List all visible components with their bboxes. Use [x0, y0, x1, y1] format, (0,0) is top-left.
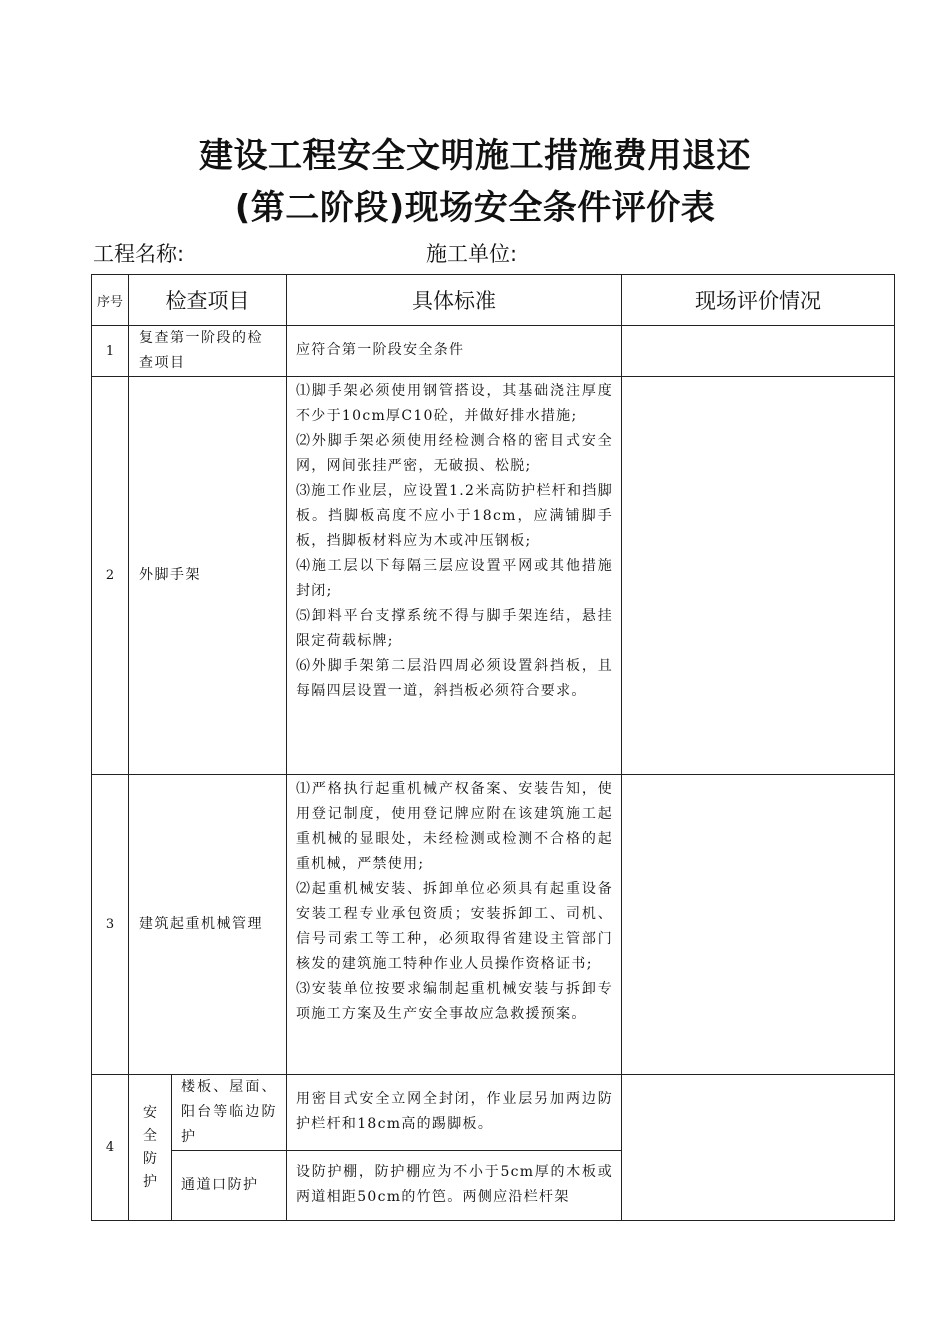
header-standard: 具体标准 [287, 275, 622, 326]
standard-cell [287, 775, 622, 1075]
check-item: 复查第一阶段的检查项目 [129, 326, 287, 377]
standard-text: ⑶安装单位按要求编制起重机械安装与拆卸专项施工方案及生产安全事故应急救援预案。 [296, 981, 613, 1022]
row-number: 3 [92, 775, 129, 1075]
sub-item: 楼板、屋面、阳台等临边防护 [172, 1075, 287, 1151]
check-item: 建筑起重机械管理 [129, 775, 287, 1075]
title-line-2: (第二阶段)现场安全条件评价表 [234, 188, 716, 228]
standard-cell [287, 377, 622, 775]
standard-text: ⑶施工作业层，应设置1.2米高防护栏杆和挡脚板。挡脚板高度不应小于18cm，应满铺脚手板，挡脚板材料应为木或冲压钢板; [296, 483, 613, 549]
row-number: 4 [92, 1075, 129, 1221]
evaluation-cell[interactable] [622, 326, 895, 377]
table-header-row [92, 275, 895, 326]
table-row [92, 1075, 895, 1151]
table-row [92, 377, 895, 775]
check-item-vertical [129, 1075, 172, 1221]
header-evaluation: 现场评价情况 [622, 275, 895, 326]
evaluation-cell[interactable] [622, 1075, 895, 1221]
standard-text: ⑹外脚手架第二层沿四周必须设置斜挡板，且每隔四层设置一道，斜挡板必须符合要求。 [296, 658, 613, 699]
standard-text: 应符合第一阶段安全条件 [296, 341, 465, 358]
sub-item: 通道口防护 [172, 1151, 287, 1221]
row-number: 1 [92, 326, 129, 377]
standard-cell [287, 1151, 622, 1221]
row-number: 2 [92, 377, 129, 775]
standard-text: ⑵起重机械安装、拆卸单位必须具有起重设备安装工程专业承包资质；安装拆卸工、司机、信号司索工等工种，必须取得省建设主管部门核发的建筑施工特种作业人员操作资格证书; [296, 881, 613, 972]
standard-text: ⑴严格执行起重机械产权备案、安装告知，使用登记制度，使用登记牌应附在该建筑施工起重机械的显眼处，未经检测或检测不合格的起重机械，严禁使用; [296, 781, 613, 872]
standard-cell [287, 326, 622, 377]
project-name-label: 工程名称: [93, 242, 185, 266]
check-item: 安全防护 [143, 1104, 157, 1190]
standard-text: 用密目式安全立网全封闭，作业层另加两边防护栏杆和18cm高的踢脚板。 [296, 1090, 613, 1132]
evaluation-cell[interactable] [622, 775, 895, 1075]
check-item: 外脚手架 [129, 377, 287, 775]
title-line-1: 建设工程安全文明施工措施费用退还 [199, 136, 751, 176]
standard-text: ⑵外脚手架必须使用经检测合格的密目式安全网，网间张挂严密，无破损、松脱; [296, 433, 613, 474]
contractor-label: 施工单位: [426, 242, 518, 266]
evaluation-cell[interactable] [622, 377, 895, 775]
standard-text: ⑴脚手架必须使用钢管搭设，其基础浇注厚度不少于10cm厚C10砼，并做好排水措施; [296, 383, 613, 424]
standard-text: 设防护棚，防护棚应为不小于5cm厚的木板或两道相距50cm的竹笆。两侧应沿栏杆架 [296, 1163, 613, 1205]
header-item: 检查项目 [129, 275, 287, 326]
evaluation-table [91, 274, 895, 1221]
table-row [92, 775, 895, 1075]
standard-text: ⑷施工层以下每隔三层应设置平网或其他措施封闭; [296, 558, 613, 599]
header-no: 序号 [92, 275, 129, 326]
standard-text: ⑸卸料平台支撑系统不得与脚手架连结，悬挂限定荷载标牌; [296, 608, 613, 649]
standard-cell [287, 1075, 622, 1151]
table-row [92, 326, 895, 377]
